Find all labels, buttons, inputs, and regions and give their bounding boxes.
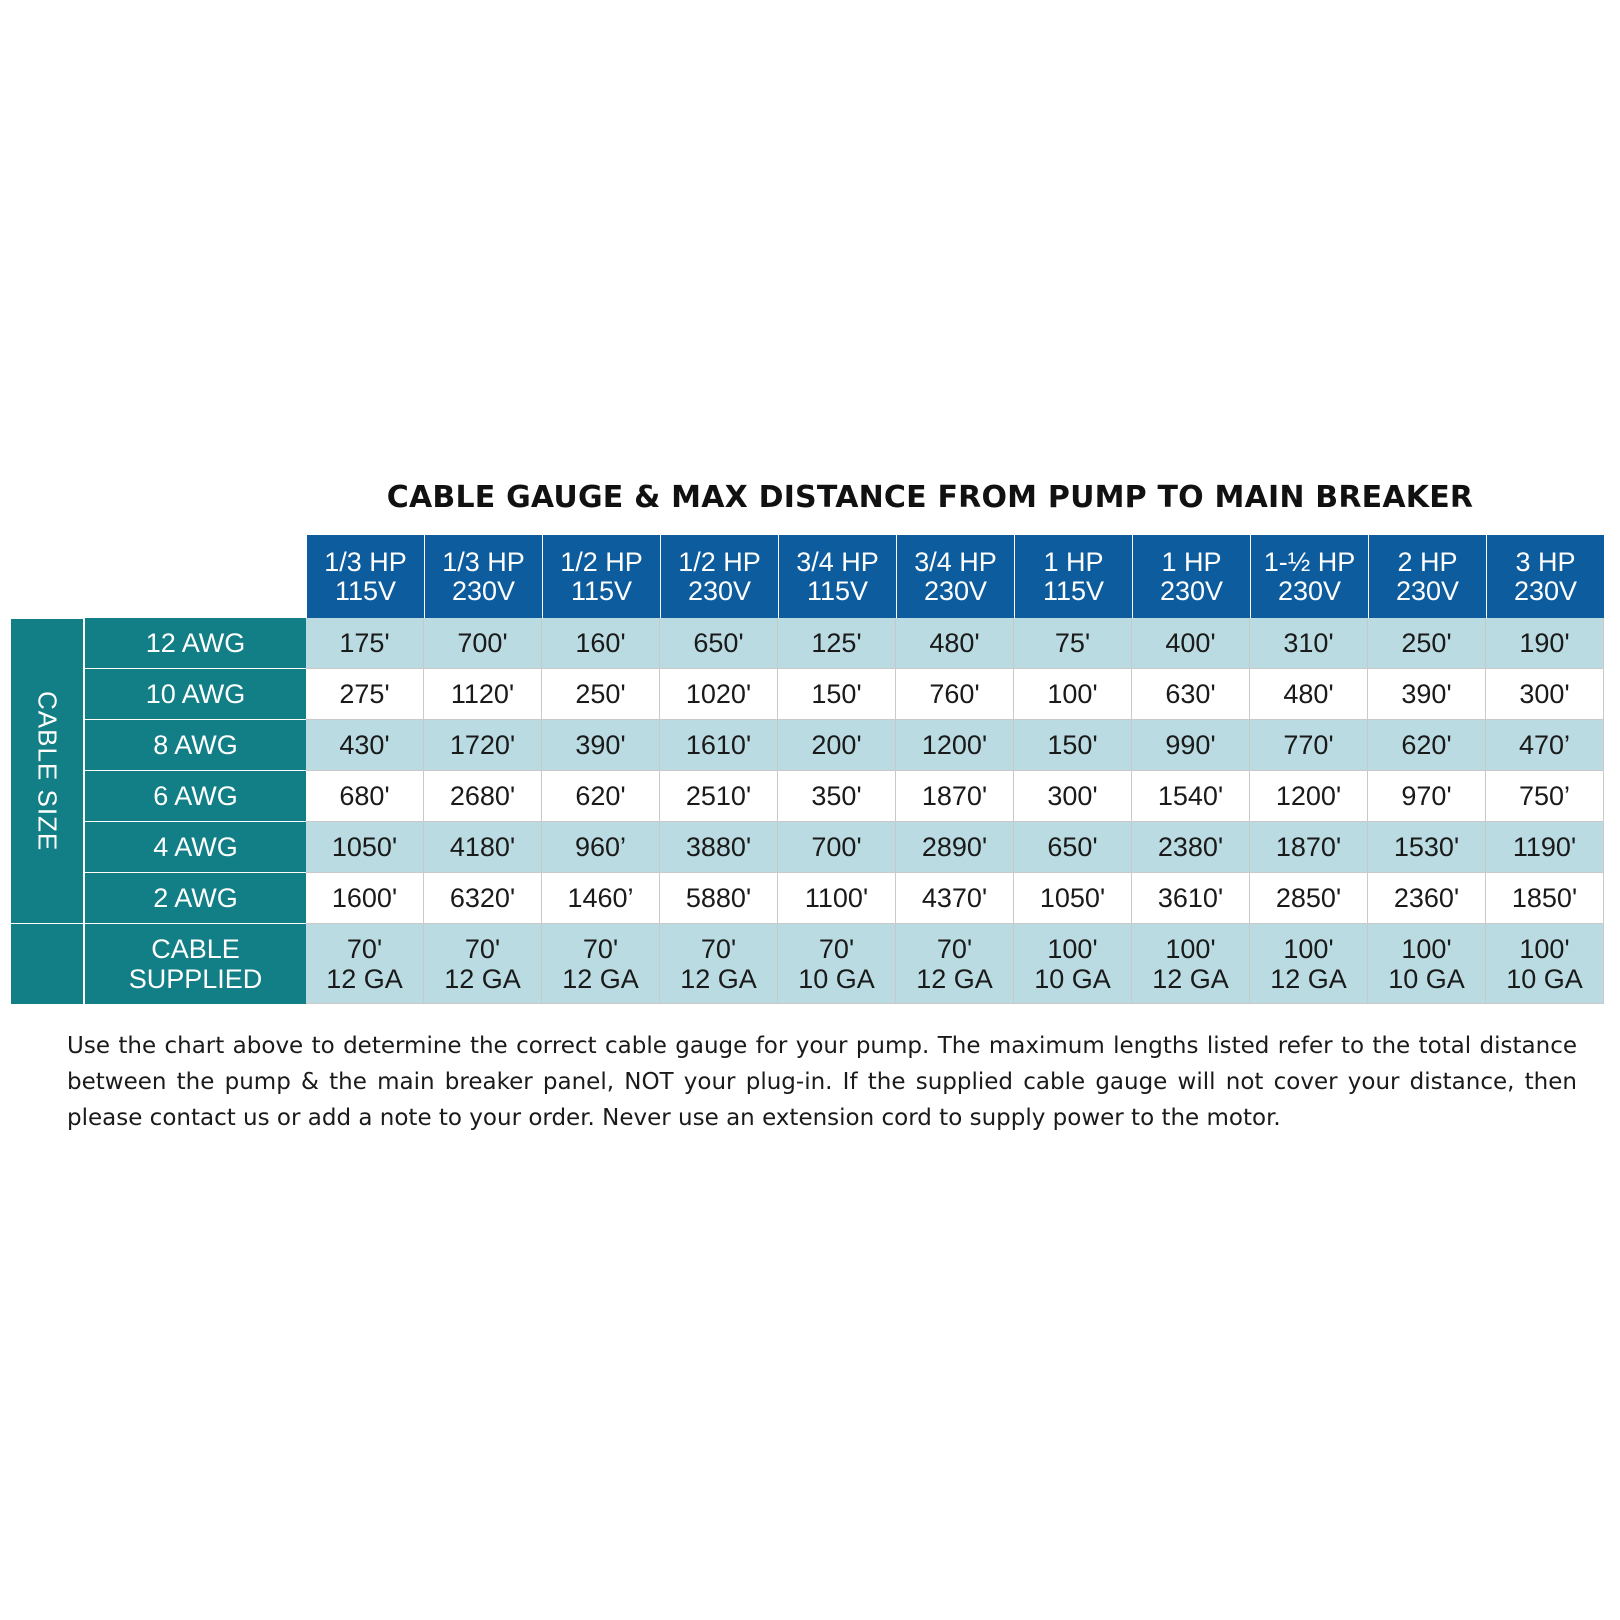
distance-cell: 160' xyxy=(542,618,660,669)
row-header-cable-supplied xyxy=(84,924,306,1004)
distance-cell: 470’ xyxy=(1486,720,1604,771)
distance-cell: 6320' xyxy=(424,873,542,924)
supplied-cable-cell xyxy=(1132,924,1250,1004)
column-header xyxy=(424,535,542,618)
distance-cell: 1190' xyxy=(1486,822,1604,873)
supplied-cable-cell xyxy=(778,924,896,1004)
distance-cell: 1200' xyxy=(896,720,1014,771)
distance-cell: 680' xyxy=(306,771,424,822)
column-header-voltage: 230V xyxy=(451,575,516,606)
supplied-length: 70' xyxy=(464,933,501,964)
cable-size-label-text: CABLE SIZE xyxy=(32,690,63,852)
supplied-gauge: 10 GA xyxy=(798,963,875,994)
supplied-length: 100' xyxy=(1165,933,1216,964)
distance-cell: 480' xyxy=(1250,669,1368,720)
column-header-voltage: 115V xyxy=(806,575,869,606)
supplied-length: 70' xyxy=(582,933,619,964)
distance-cell: 3610' xyxy=(1132,873,1250,924)
supplied-gauge: 12 GA xyxy=(326,963,403,994)
distance-cell: 1540' xyxy=(1132,771,1250,822)
row-header-gauge: 8 AWG xyxy=(84,720,306,771)
distance-cell: 650' xyxy=(1014,822,1132,873)
supplied-cable-cell xyxy=(306,924,424,1004)
cable-supplied-label-line1: CABLE xyxy=(151,934,240,964)
distance-cell: 750’ xyxy=(1486,771,1604,822)
cable-supplied-label-line2: SUPPLIED xyxy=(128,964,263,994)
distance-cell: 100' xyxy=(1014,669,1132,720)
supplied-gauge: 12 GA xyxy=(680,963,757,994)
distance-cell: 2380' xyxy=(1132,822,1250,873)
column-header-hp: 1/3 HP xyxy=(324,546,407,577)
column-header-voltage: 230V xyxy=(1159,575,1224,606)
distance-cell: 1600' xyxy=(306,873,424,924)
distance-cell: 5880' xyxy=(660,873,778,924)
distance-cell: 700' xyxy=(778,822,896,873)
distance-cell: 300' xyxy=(1486,669,1604,720)
distance-cell: 75' xyxy=(1014,618,1132,669)
supplied-length: 100' xyxy=(1283,933,1334,964)
distance-cell: 125' xyxy=(778,618,896,669)
table-corner xyxy=(11,535,306,618)
column-header-voltage: 115V xyxy=(1042,575,1105,606)
column-header-hp: 1 HP xyxy=(1161,546,1222,577)
distance-cell: 430' xyxy=(306,720,424,771)
column-header-voltage: 115V xyxy=(570,575,633,606)
distance-cell: 1120' xyxy=(424,669,542,720)
supplied-cable-cell xyxy=(542,924,660,1004)
distance-cell: 390' xyxy=(542,720,660,771)
distance-cell: 1100' xyxy=(778,873,896,924)
row-header-gauge: 2 AWG xyxy=(84,873,306,924)
distance-cell: 1870' xyxy=(896,771,1014,822)
distance-cell: 275' xyxy=(306,669,424,720)
supplied-cable-cell xyxy=(1368,924,1486,1004)
column-header-hp: 2 HP xyxy=(1397,546,1458,577)
supplied-cable-cell xyxy=(1250,924,1368,1004)
distance-cell: 250' xyxy=(1368,618,1486,669)
distance-cell: 1850' xyxy=(1486,873,1604,924)
column-header-hp: 1 HP xyxy=(1043,546,1104,577)
distance-cell: 400' xyxy=(1132,618,1250,669)
distance-cell: 150' xyxy=(1014,720,1132,771)
column-header-hp: 3/4 HP xyxy=(914,546,997,577)
column-header xyxy=(1486,535,1604,618)
column-header xyxy=(1132,535,1250,618)
supplied-side-blank xyxy=(11,924,84,1004)
distance-cell: 190' xyxy=(1486,618,1604,669)
supplied-cable-cell xyxy=(1486,924,1604,1004)
distance-cell: 2890' xyxy=(896,822,1014,873)
column-header-voltage: 230V xyxy=(1395,575,1460,606)
distance-cell: 2680' xyxy=(424,771,542,822)
supplied-cable-cell xyxy=(660,924,778,1004)
column-header xyxy=(1250,535,1368,618)
supplied-cable-cell xyxy=(1014,924,1132,1004)
supplied-gauge: 10 GA xyxy=(1506,963,1583,994)
column-header-hp: 3/4 HP xyxy=(796,546,879,577)
chart-title: CABLE GAUGE & MAX DISTANCE FROM PUMP TO MAIN BREAKER xyxy=(386,480,1474,515)
column-header xyxy=(1014,535,1132,618)
column-header xyxy=(542,535,660,618)
supplied-length: 70' xyxy=(936,933,973,964)
supplied-cable-cell xyxy=(424,924,542,1004)
column-header-hp: 1-½ HP xyxy=(1263,546,1356,577)
distance-cell: 1610' xyxy=(660,720,778,771)
supplied-gauge: 10 GA xyxy=(1388,963,1465,994)
distance-cell: 1200' xyxy=(1250,771,1368,822)
supplied-cable-cell xyxy=(896,924,1014,1004)
supplied-length: 70' xyxy=(700,933,737,964)
distance-cell: 300' xyxy=(1014,771,1132,822)
supplied-gauge: 12 GA xyxy=(562,963,639,994)
cable-size-side-label xyxy=(11,618,84,924)
row-header-gauge: 12 AWG xyxy=(84,618,306,669)
distance-cell: 1050' xyxy=(1014,873,1132,924)
column-header xyxy=(896,535,1014,618)
distance-cell: 350' xyxy=(778,771,896,822)
column-header xyxy=(1368,535,1486,618)
distance-cell: 1020' xyxy=(660,669,778,720)
column-header-hp: 1/2 HP xyxy=(678,546,761,577)
distance-cell: 770' xyxy=(1250,720,1368,771)
column-header-hp: 1/3 HP xyxy=(442,546,525,577)
distance-cell: 3880' xyxy=(660,822,778,873)
supplied-gauge: 12 GA xyxy=(916,963,993,994)
distance-cell: 175' xyxy=(306,618,424,669)
supplied-length: 70' xyxy=(346,933,383,964)
distance-cell: 1530' xyxy=(1368,822,1486,873)
distance-cell: 250' xyxy=(542,669,660,720)
distance-cell: 1050' xyxy=(306,822,424,873)
distance-cell: 2510' xyxy=(660,771,778,822)
distance-cell: 1460’ xyxy=(542,873,660,924)
row-header-gauge: 10 AWG xyxy=(84,669,306,720)
column-header-voltage: 230V xyxy=(1277,575,1342,606)
distance-cell: 2850' xyxy=(1250,873,1368,924)
supplied-gauge: 12 GA xyxy=(444,963,521,994)
distance-cell: 970' xyxy=(1368,771,1486,822)
distance-cell: 480' xyxy=(896,618,1014,669)
distance-cell: 4370' xyxy=(896,873,1014,924)
distance-cell: 4180' xyxy=(424,822,542,873)
column-header-voltage: 115V xyxy=(334,575,397,606)
cable-gauge-table xyxy=(11,535,1604,1004)
distance-cell: 1870' xyxy=(1250,822,1368,873)
supplied-gauge: 12 GA xyxy=(1152,963,1229,994)
supplied-length: 100' xyxy=(1519,933,1570,964)
distance-cell: 2360' xyxy=(1368,873,1486,924)
row-header-gauge: 4 AWG xyxy=(84,822,306,873)
distance-cell: 990' xyxy=(1132,720,1250,771)
distance-cell: 960’ xyxy=(542,822,660,873)
column-header xyxy=(778,535,896,618)
distance-cell: 620' xyxy=(1368,720,1486,771)
distance-cell: 700' xyxy=(424,618,542,669)
distance-cell: 650' xyxy=(660,618,778,669)
supplied-length: 70' xyxy=(818,933,855,964)
distance-cell: 630' xyxy=(1132,669,1250,720)
distance-cell: 390' xyxy=(1368,669,1486,720)
column-header xyxy=(660,535,778,618)
supplied-length: 100' xyxy=(1047,933,1098,964)
column-header-hp: 3 HP xyxy=(1515,546,1576,577)
column-header-voltage: 230V xyxy=(1513,575,1578,606)
column-header xyxy=(306,535,424,618)
supplied-gauge: 10 GA xyxy=(1034,963,1111,994)
supplied-length: 100' xyxy=(1401,933,1452,964)
distance-cell: 200' xyxy=(778,720,896,771)
column-header-hp: 1/2 HP xyxy=(560,546,643,577)
distance-cell: 760' xyxy=(896,669,1014,720)
distance-cell: 310' xyxy=(1250,618,1368,669)
column-header-voltage: 230V xyxy=(687,575,752,606)
row-header-gauge: 6 AWG xyxy=(84,771,306,822)
distance-cell: 620' xyxy=(542,771,660,822)
distance-cell: 1720' xyxy=(424,720,542,771)
distance-cell: 150' xyxy=(778,669,896,720)
supplied-gauge: 12 GA xyxy=(1270,963,1347,994)
column-header-voltage: 230V xyxy=(923,575,988,606)
usage-note: Use the chart above to determine the correct cable gauge for your pump. The maximum lengths listed refer to the total distance between the pump & the main breaker panel, NOT your plug-in. If the supplied cable gauge will not cover your distance, then please contact us or add a note to your order. Never use an extension cord to supply power to the motor. xyxy=(67,1033,1577,1131)
